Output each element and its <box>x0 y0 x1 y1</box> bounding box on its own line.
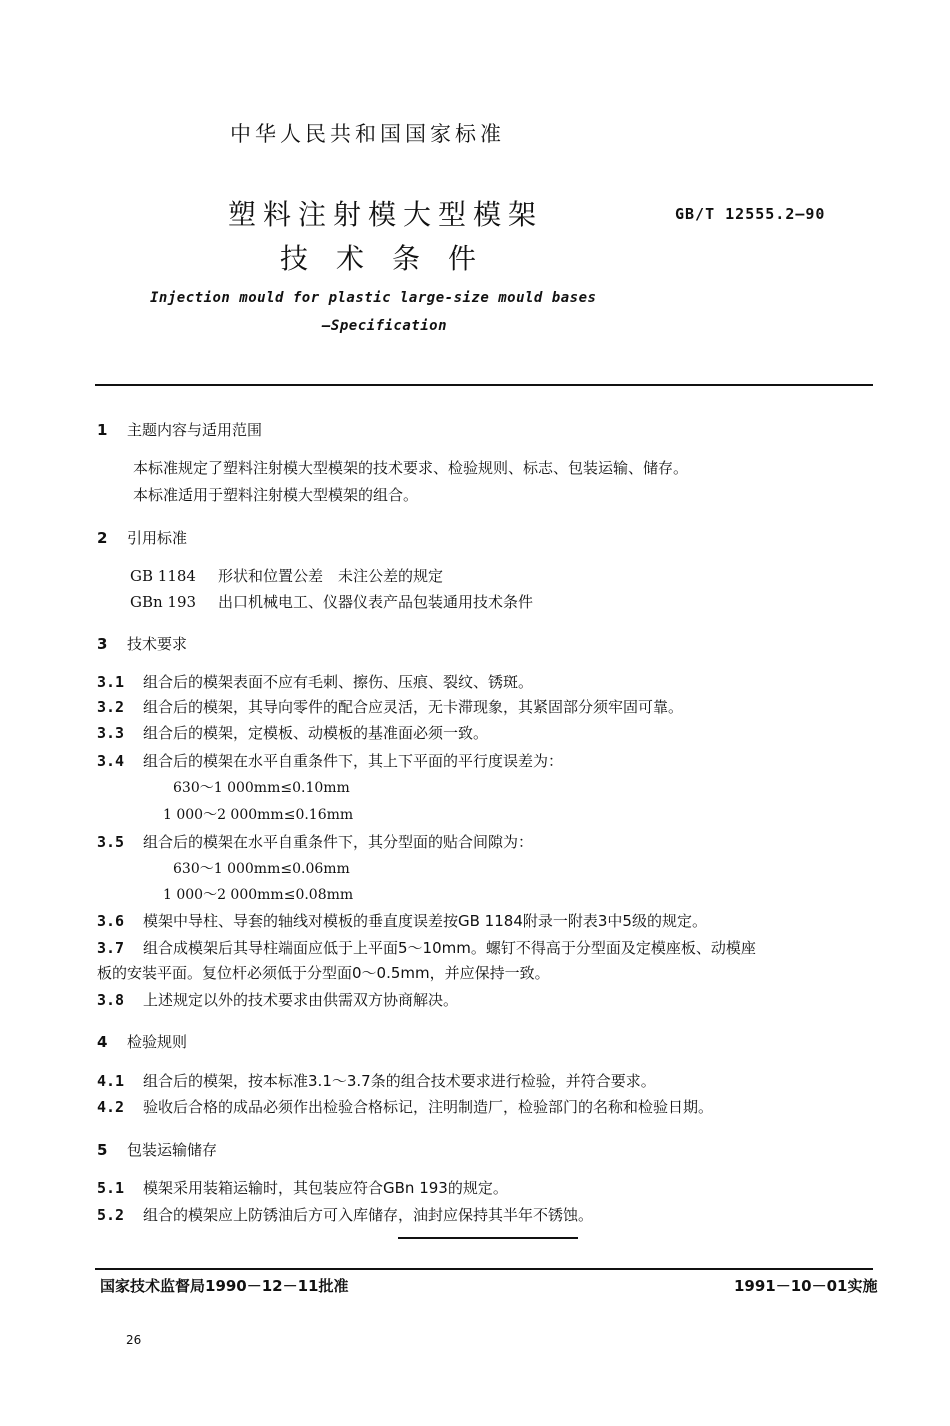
section-1-paragraph-1: 本标准规定了塑料注射模大型模架的技术要求、检验规则、标志、包装运输、储存。 <box>133 459 689 477</box>
clause-number: 4.2 <box>97 1098 125 1116</box>
document-title-line2: 技术条件 <box>280 242 505 275</box>
clause-text: 组合后的模架在水平自重条件下，其分型面的贴合间隙为： <box>143 833 534 851</box>
document-title-line1: 塑料注射模大型模架 <box>228 198 544 231</box>
reference-item <box>130 565 443 586</box>
section-title: 主题内容与适用范围 <box>127 421 263 439</box>
footer-divider <box>95 1268 873 1270</box>
clause-4-2 <box>97 1096 713 1117</box>
section-4-heading <box>97 1031 187 1052</box>
section-number: 3 <box>97 635 108 653</box>
clause-text: 验收后合格的成品必须作出检验合格标记，注明制造厂，检验部门的名称和检验日期。 <box>143 1098 714 1116</box>
standard-number: GB/T 12555.2—90 <box>675 205 826 223</box>
clause-number: 3.7 <box>97 939 125 957</box>
national-standard-label: 中华人民共和国国家标准 <box>230 122 505 146</box>
reference-code: GBn 193 <box>130 593 197 611</box>
approval-date: 国家技术监督局1990－12－11批准 <box>100 1277 349 1295</box>
clause-3-7 <box>97 937 756 958</box>
reference-item <box>130 591 533 612</box>
clause-number: 3.3 <box>97 724 125 742</box>
section-2-heading <box>97 527 187 548</box>
section-number: 4 <box>97 1033 108 1051</box>
gap-formula: 1 000～2 000mm≤0.08mm <box>163 887 354 903</box>
clause-number: 5.2 <box>97 1206 125 1224</box>
clause-number: 4.1 <box>97 1072 125 1090</box>
clause-3-7-continuation: 板的安装平面。复位杆必须低于分型面0～0.5mm，并应保持一致。 <box>97 964 550 982</box>
english-title-line1: Injection mould for plastic large-size mould bases <box>150 290 597 306</box>
clause-text: 组合后的模架表面不应有毛刺、擦伤、压痕、裂纹、锈斑。 <box>143 673 534 691</box>
reference-text: 出口机械电工、仪器仪表产品包装通用技术条件 <box>218 593 534 611</box>
clause-text: 模架采用装箱运输时，其包装应符合GBn 193的规定。 <box>143 1179 508 1197</box>
clause-number: 3.1 <box>97 673 125 691</box>
page-number: 26 <box>126 1333 142 1347</box>
clause-text: 组合后的模架，定模板、动模板的基准面必须一致。 <box>143 724 489 742</box>
tolerance-formula: 630～1 000mm≤0.10mm <box>173 780 350 796</box>
clause-text: 组合后的模架，按本标准3.1～3.7条的组合技术要求进行检验，并符合要求。 <box>143 1072 656 1090</box>
clause-3-6 <box>97 910 707 931</box>
reference-text: 形状和位置公差 未注公差的规定 <box>218 567 444 585</box>
clause-text: 组合成模架后其导柱端面应低于上平面5～10mm。螺钉不得高于分型面及定模座板、动模座 <box>143 939 756 957</box>
section-1-heading <box>97 419 262 440</box>
effective-date: 1991－10－01实施 <box>734 1277 878 1295</box>
tolerance-formula: 1 000～2 000mm≤0.16mm <box>163 807 354 823</box>
section-5-heading <box>97 1139 217 1160</box>
clause-number: 3.2 <box>97 698 125 716</box>
section-number: 1 <box>97 421 108 439</box>
clause-text: 模架中导柱、导套的轴线对模板的垂直度误差按GB 1184附录一附表3中5级的规定。 <box>143 912 707 930</box>
clause-5-2 <box>97 1204 593 1225</box>
section-number: 5 <box>97 1141 108 1159</box>
clause-number: 5.1 <box>97 1179 125 1197</box>
clause-3-1 <box>97 671 533 692</box>
section-3-heading <box>97 633 187 654</box>
section-title: 技术要求 <box>127 635 188 653</box>
reference-code: GB 1184 <box>130 567 196 585</box>
clause-4-1 <box>97 1070 656 1091</box>
clause-number: 3.5 <box>97 833 125 851</box>
english-title-line2: —Specification <box>322 318 448 334</box>
gap-formula: 630～1 000mm≤0.06mm <box>173 861 350 877</box>
clause-text: 上述规定以外的技术要求由供需双方协商解决。 <box>143 991 459 1009</box>
section-title: 引用标准 <box>127 529 188 547</box>
clause-text: 组合后的模架，其导向零件的配合应灵活，无卡滞现象，其紧固部分须牢固可靠。 <box>143 698 684 716</box>
clause-3-3 <box>97 722 488 743</box>
clause-number: 3.4 <box>97 752 125 770</box>
clause-3-5 <box>97 831 533 852</box>
section-title: 检验规则 <box>127 1033 188 1051</box>
section-number: 2 <box>97 529 108 547</box>
clause-text: 组合的模架应上防锈油后方可入库储存，油封应保持其半年不锈蚀。 <box>143 1206 594 1224</box>
clause-text: 组合后的模架在水平自重条件下，其上下平面的平行度误差为： <box>143 752 564 770</box>
end-of-text-rule <box>398 1237 578 1239</box>
clause-5-1 <box>97 1177 508 1198</box>
clause-number: 3.6 <box>97 912 125 930</box>
clause-3-2 <box>97 696 683 717</box>
clause-3-4 <box>97 750 563 771</box>
section-1-paragraph-2: 本标准适用于塑料注射模大型模架的组合。 <box>133 486 419 504</box>
section-title: 包装运输储存 <box>127 1141 218 1159</box>
clause-number: 3.8 <box>97 991 125 1009</box>
clause-3-8 <box>97 989 458 1010</box>
header-divider <box>95 384 873 386</box>
